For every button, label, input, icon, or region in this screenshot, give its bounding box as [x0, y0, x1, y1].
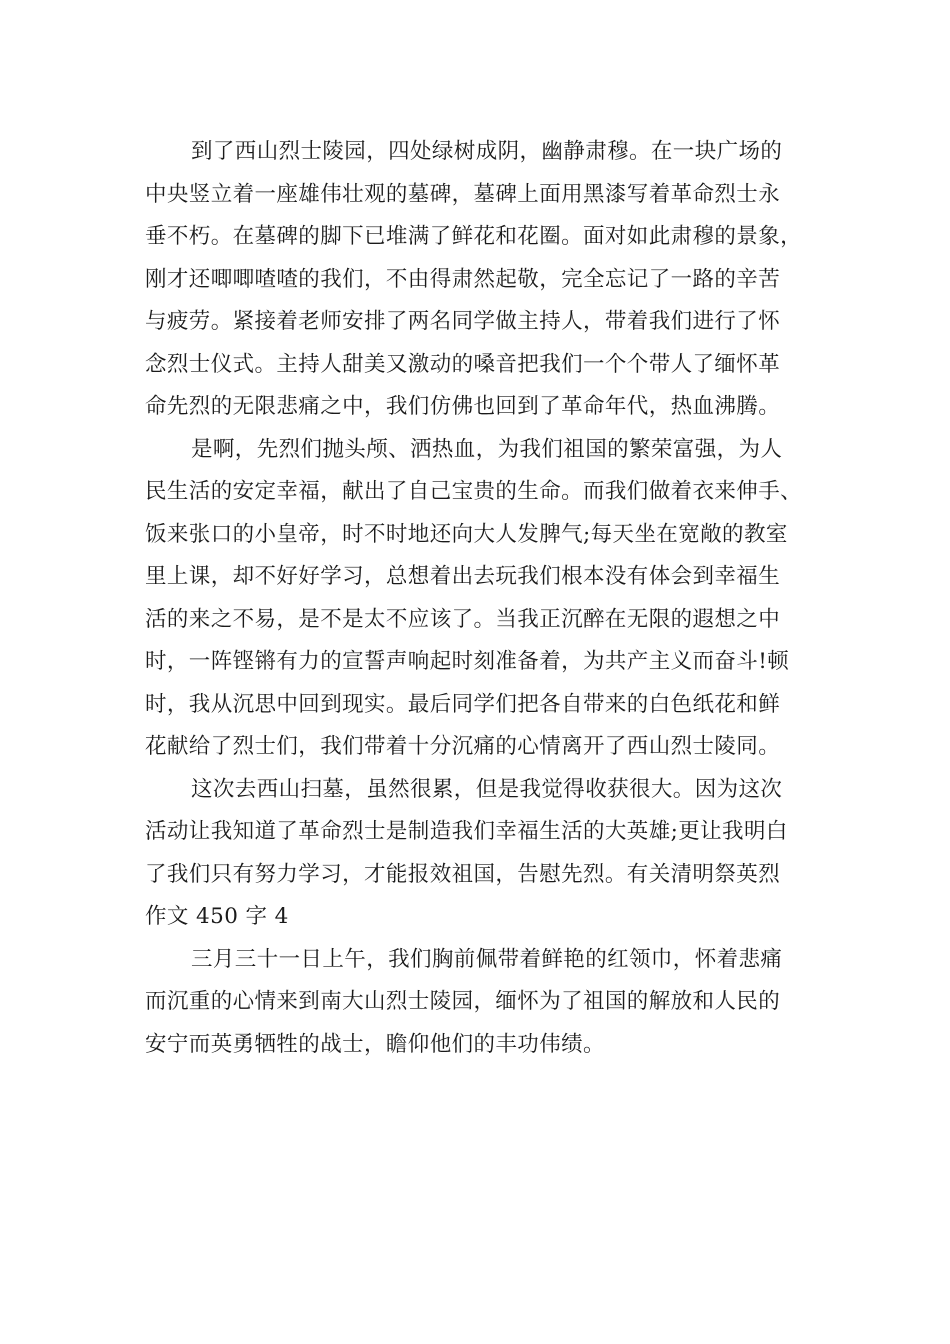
text-line: 饭来张口的小皇帝，时不时地还向大人发脾气;每天坐在宽敞的教室	[145, 521, 788, 547]
text-line: 念烈士仪式。主持人甜美又激动的嗓音把我们一个个带人了缅怀革	[145, 351, 781, 377]
text-line: 刚才还唧唧喳喳的我们，不由得肃然起敬，完全忘记了一路的辛苦	[145, 266, 781, 292]
text-line: 了我们只有努力学习，才能报效祖国，告慰先烈。有关清明祭英烈	[145, 861, 781, 887]
text-line: 里上课，却不好好学习，总想着出去玩我们根本没有体会到幸福生	[145, 564, 781, 589]
text-line: 到了西山烈士陵园，四处绿树成阴，幽静肃穆。在一块广场的	[191, 139, 783, 164]
paragraph-1	[145, 131, 815, 429]
text-line: 中央竖立着一座雄伟壮观的墓碑，墓碑上面用黑漆写着革命烈士永	[145, 181, 781, 207]
paragraph-4	[145, 939, 815, 1067]
text-line: 时，一阵铿锵有力的宣誓声响起时刻准备着，为共产主义而奋斗!顿	[145, 649, 790, 674]
paragraph-2	[145, 429, 815, 769]
paragraph-3	[145, 769, 815, 939]
text-line: 安宁而英勇牺牲的战士，瞻仰他们的丰功伟绩。	[145, 1031, 605, 1057]
text-line: 活的来之不易，是不是太不应该了。当我正沉醉在无限的遐想之中	[145, 606, 781, 632]
text-line: 是啊，先烈们抛头颅、洒热血，为我们祖国的繁荣富强，为人	[191, 436, 783, 462]
text-line: 垂不朽。在墓碑的脚下已堆满了鲜花和花圈。面对如此肃穆的景象，	[145, 224, 803, 249]
text-line: 花献给了烈士们，我们带着十分沉痛的心情离开了西山烈士陵同。	[145, 734, 781, 759]
document-body	[145, 131, 815, 1066]
text-line: 活动让我知道了革命烈士是制造我们幸福生活的大英雄;更让我明白	[145, 819, 788, 844]
text-line: 民生活的安定幸福，献出了自己宝贵的生命。而我们做着衣来伸手、	[145, 479, 803, 504]
text-line: 而沉重的心情来到南大山烈士陵园，缅怀为了祖国的解放和人民的	[145, 989, 781, 1014]
text-line: 时，我从沉思中回到现实。最后同学们把各自带来的白色纸花和鲜	[145, 691, 781, 717]
text-line: 三月三十一日上午，我们胸前佩带着鲜艳的红领巾，怀着悲痛	[191, 946, 783, 972]
text-line: 与疲劳。紧接着老师安排了两名同学做主持人，带着我们进行了怀	[145, 309, 781, 334]
text-line: 这次去西山扫墓，虽然很累，但是我觉得收获很大。因为这次	[191, 776, 783, 802]
text-line: 作文 450 字 4	[145, 904, 289, 929]
text-line: 命先烈的无限悲痛之中，我们仿佛也回到了革命年代，热血沸腾。	[145, 394, 781, 419]
